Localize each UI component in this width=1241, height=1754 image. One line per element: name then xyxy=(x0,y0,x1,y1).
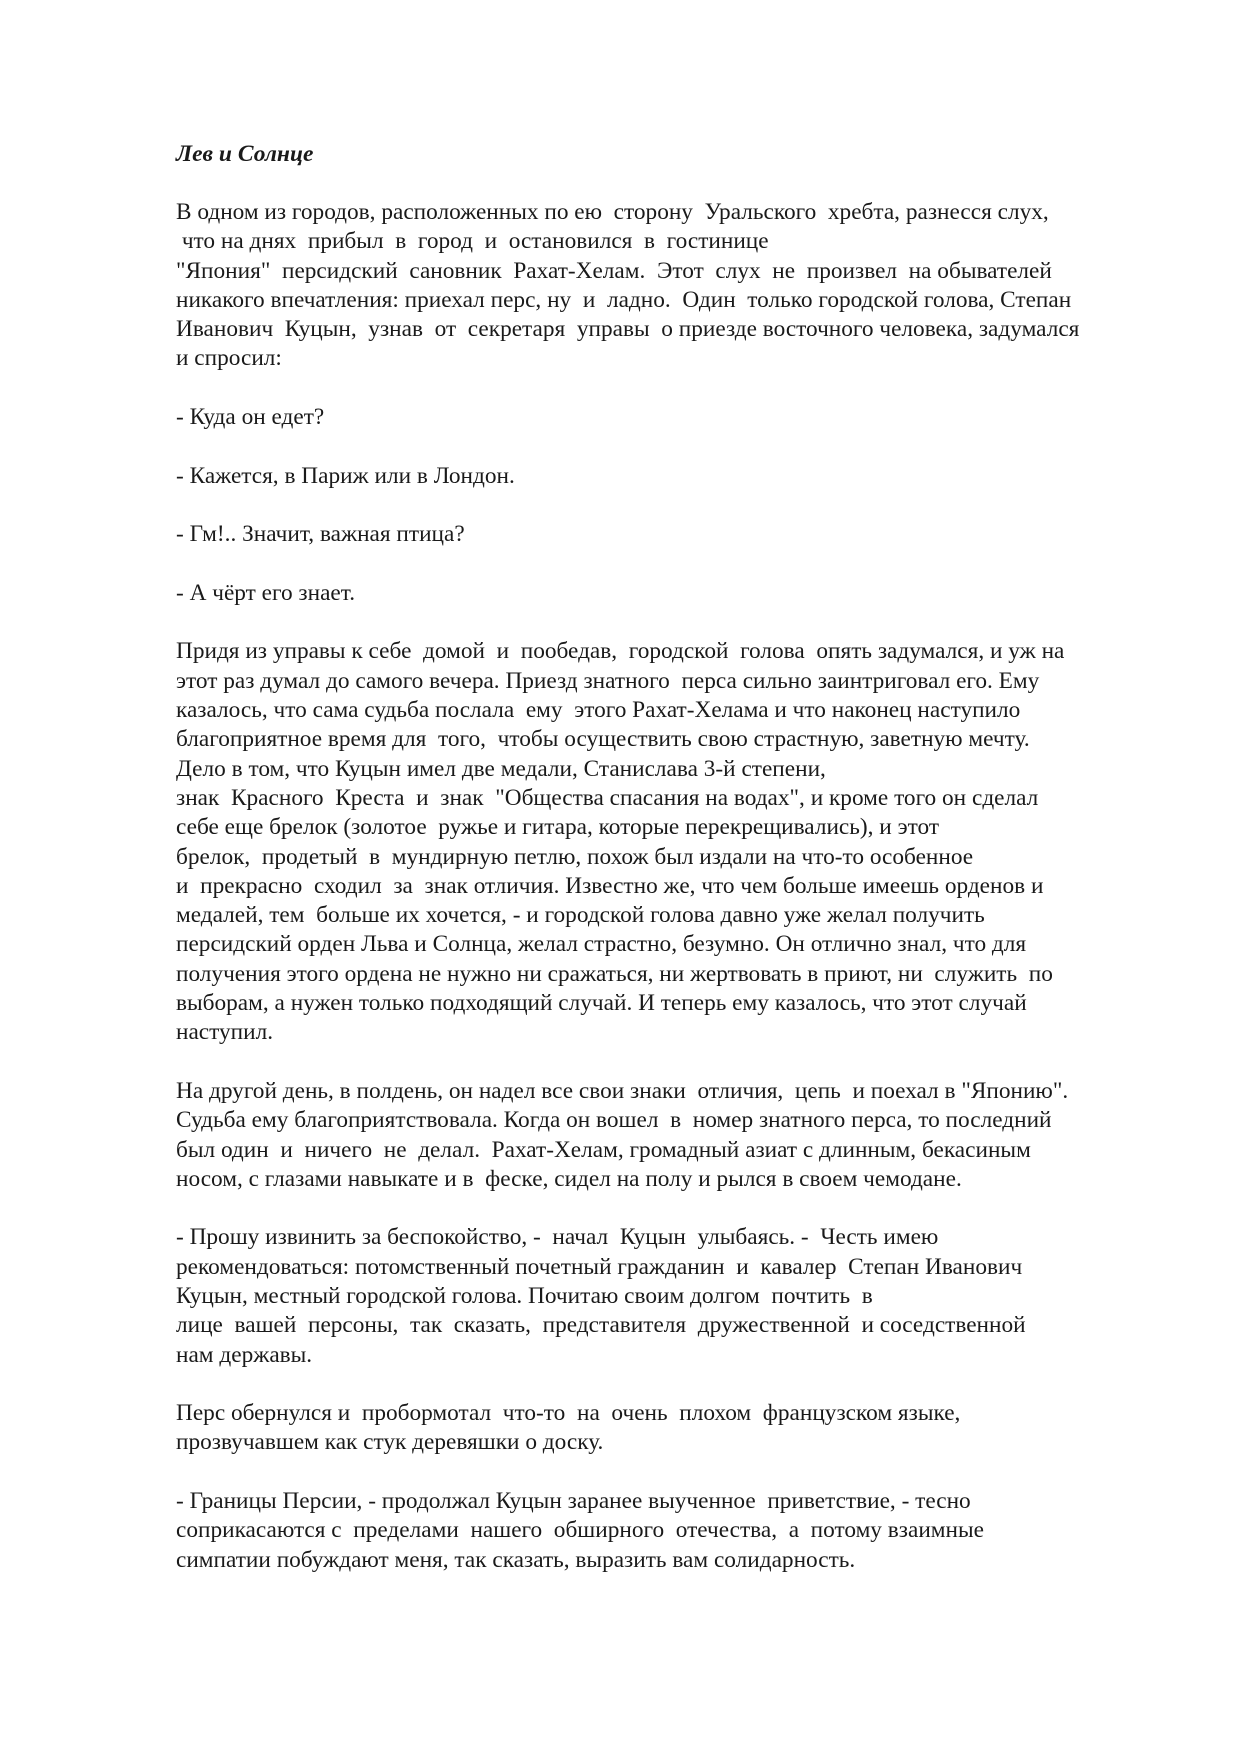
text-line: знак Красного Креста и знак "Общества спасания на водах", и кроме того он сделал xyxy=(176,784,1039,811)
text-line: Судьба ему благоприятствовала. Когда он вошел в номер знатного перса, то последний xyxy=(176,1107,1052,1134)
text-line: соприкасаются с пределами нашего обширного отечества, а потому взаимные xyxy=(176,1517,984,1544)
paragraph xyxy=(176,198,1166,374)
text-line: и спросил: xyxy=(176,345,282,372)
text-line: симпатии побуждают меня, так сказать, выразить вам солидарность. xyxy=(176,1546,856,1573)
paragraph xyxy=(176,1077,1166,1194)
text-line: благоприятное время для того, чтобы осуществить свою страстную, заветную мечту. xyxy=(176,726,1030,753)
text-line: - Прошу извинить за беспокойство, - начал Куцын улыбаясь. - Честь имею xyxy=(176,1224,939,1251)
text-line: медалей, тем больше их хочется, - и городской голова давно уже желал получить xyxy=(176,902,985,929)
text-line: казалось, что сама судьба послала ему этого Рахат-Хелама и что наконец наступило xyxy=(176,697,1021,724)
text-line: брелок, продетый в мундирную петлю, похож был издали на что-то особенное xyxy=(176,843,974,870)
text-line: "Япония" персидский сановник Рахат-Хелам. Этот слух не произвел на обывателей xyxy=(176,257,1052,284)
paragraph xyxy=(176,637,1166,1047)
story-title: Лев и Солнце xyxy=(176,141,314,167)
text-line: никакого впечатления: приехал перс, ну и ладно. Один только городской голова, Степан xyxy=(176,286,1072,313)
text-line: - А чёрт его знает. xyxy=(176,579,356,606)
paragraph xyxy=(176,403,1166,432)
text-line: персидский орден Льва и Солнца, желал страстно, безумно. Он отлично знал, что для xyxy=(176,931,1027,958)
text-line: - Границы Персии, - продолжал Куцын заранее выученное приветствие, - тесно xyxy=(176,1488,971,1515)
paragraph xyxy=(176,462,1166,491)
paragraph xyxy=(176,579,1166,608)
text-line: лице вашей персоны, так сказать, представителя дружественной и соседственной xyxy=(176,1312,1026,1339)
text-line: выборам, а нужен только подходящий случай. И теперь ему казалось, что этот случай xyxy=(176,990,1027,1017)
paragraph xyxy=(176,1487,1166,1575)
story-text xyxy=(176,198,1166,1575)
text-line: носом, с глазами навыкате и в феске, сидел на полу и рылся в своем чемодане. xyxy=(176,1165,962,1192)
paragraph xyxy=(176,1223,1166,1369)
text-line: В одном из городов, расположенных по ею сторону Уральского хребта, разнесся слух, xyxy=(176,199,1049,225)
text-line: На другой день, в полдень, он надел все свои знаки отличия, цепь и поехал в "Японию". xyxy=(176,1077,1069,1104)
text-line: нам державы. xyxy=(176,1341,313,1368)
text-line: Куцын, местный городской голова. Почитаю своим долгом почтить в xyxy=(176,1282,873,1309)
text-line: Придя из управы к себе домой и пообедав, городской голова опять задумался, и уж на xyxy=(176,638,1065,665)
text-line: был один и ничего не делал. Рахат-Хелам, громадный азиат с длинным, бекасиным xyxy=(176,1136,1031,1163)
text-line: себе еще брелок (золотое ружье и гитара, которые перекрещивались), и этот xyxy=(176,814,939,841)
text-line: - Кажется, в Париж или в Лондон. xyxy=(176,462,515,489)
text-line: прозвучавшем как стук деревяшки о доску. xyxy=(176,1429,604,1456)
text-line: Перс обернулся и пробормотал что-то на очень плохом французском языке, xyxy=(176,1400,961,1427)
document-body xyxy=(176,140,1166,1604)
text-line: что на днях прибыл в город и остановился в гостинице xyxy=(176,228,769,255)
text-line: этот раз думал до самого вечера. Приезд знатного перса сильно заинтриговал его. Ему xyxy=(176,667,1040,694)
text-line: - Гм!.. Значит, важная птица? xyxy=(176,521,465,548)
text-line: получения этого ордена не нужно ни сражаться, ни жертвовать в приют, ни служить по xyxy=(176,960,1053,987)
paragraph xyxy=(176,520,1166,549)
text-line: Иванович Куцын, узнав от секретаря управы о приезде восточного человека, задумался xyxy=(176,316,1080,343)
paragraph xyxy=(176,1399,1166,1458)
text-line: рекомендоваться: потомственный почетный гражданин и кавалер Степан Иванович xyxy=(176,1253,1023,1280)
text-line: - Куда он едет? xyxy=(176,404,325,431)
text-line: Дело в том, что Куцын имел две медали, Станислава 3-й степени, xyxy=(176,755,826,782)
text-line: и прекрасно сходил за знак отличия. Известно же, что чем больше имеешь орденов и xyxy=(176,872,1044,899)
text-line: наступил. xyxy=(176,1019,274,1046)
